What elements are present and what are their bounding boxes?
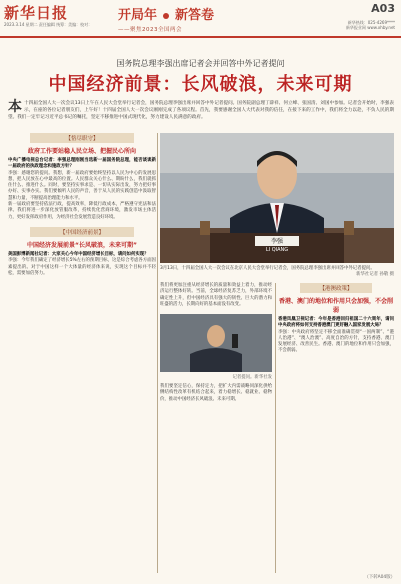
two-sessions-banner [118, 4, 286, 32]
section-title: 中国经济发展前景“长风破浪，未来可期” [27, 241, 137, 249]
section-title: 香港、澳门的地位和作用只会加强，不会削弱 [278, 298, 393, 314]
newspaper-logo: 新华日报 [4, 4, 69, 22]
name-plate-en: LI QIANG [265, 247, 289, 253]
hotline-2: 新华报业网 www.xhby.net [345, 25, 395, 30]
hotline-info [346, 20, 395, 30]
photo-caption [160, 266, 394, 278]
hotline-1: 新华热线：025-4269**** [347, 20, 395, 25]
middle-column [160, 283, 272, 403]
article-headline: 中国经济前景：长风破浪，未来可期 [48, 74, 353, 95]
question-bold: 中央广播电视总台记者：李强总理刚刚当选新一届国务院总理，能否谈谈新一届政府的执政理念和施政方针？ [8, 158, 156, 170]
question-text [8, 158, 156, 171]
continued-note: （下转A04版） [364, 575, 395, 580]
section-label: 【中国经济前景】 [30, 227, 134, 237]
lead-text: 十四届全国人大一次会议13日上午在人民大会堂举行记者会，国务院总理李强出席并回答中外记者提问。国务院副总理丁薛祥、何立峰、张国清、刘国中参加。记者会开始时，李强表示，在座的各位记者朋友们，上午好！十四届全国人大一次会议刚刚完成了各项议程。首先，我要感谢全国人大代表对我的信任，在接下来的工作中，我们将全力以赴，不负人民的期望。我们一定牢记习近平总书记的嘱托，坚定不移推进中国式现代化，努力建设人民满意的政府。 [8, 101, 394, 120]
name-plate: 李强 [270, 238, 284, 245]
answer-text-2: 新一届政府要坚持依法行政，提高效率，降低行政成本，严格遵守宪法和法律。我们将进一步深化放管服改革，持续优化营商环境，激发市场主体活力，更好发挥政府作用，为经济社会发展营造良好环境。 [8, 202, 156, 220]
masthead-divider [0, 36, 401, 38]
page-number: A03 [371, 2, 395, 15]
left-column [8, 133, 156, 277]
question-bold: 香港凤凰卫视记者：今年是香港回归祖国二十六周年，请问中央政府将如何支持香港澳门更好融入国家发展大局？ [278, 317, 394, 329]
question-bold: 美国彭博新闻社记者：大家关心今年中国经济增长目标，请问如何实现？ [8, 251, 149, 257]
small-photo-caption: 记者提问。新华社发 [232, 375, 272, 381]
caption-text: 3月13日，十四届全国人大一次会议在北京人民大会堂举行记者会，国务院总理李强出席并回答中外记者提问。 [160, 266, 375, 271]
section-title: 政府工作要站稳人民立场、把握民心所向 [27, 148, 136, 155]
banner-left: 开局年 [118, 8, 158, 23]
masthead [0, 0, 401, 37]
banner-dot-icon [163, 13, 169, 19]
press-conference-photo [160, 133, 394, 263]
section-label: 【港澳政策】 [300, 283, 372, 293]
reporter-photo [160, 314, 272, 372]
answer-text: 李强：中央政府将坚定不移全面准确贯彻“一国两制”、“港人治港”、“澳人治澳”、高度自治的方针，支持香港、澳门发展经济、改善民生。香港、澳门的地位和作用只会加强，不会削弱。 [278, 329, 394, 354]
answer-text: 李强：今年我们确定了经济增长5%左右的预期目标，这是综合考虑各方面因素提出的。对于中国这样一个大体量的经济体来说，实现这个目标并不轻松，需要加倍努力。 [8, 258, 156, 276]
column-divider [275, 283, 276, 573]
lead-paragraph [8, 100, 394, 121]
banner-subtitle: ——聚焦2023全国两会 [118, 27, 182, 33]
small-photo [160, 314, 272, 372]
question-text [278, 317, 394, 330]
answer-text: 李强：感谢您的提问。我想，新一届政府要始终坚持以人民为中心的发展思想，把人民放在心中最高的位置。人民群众关心什么、期盼什么，我们就抓住什么、推进什么。同时，要坚持实事求是、一切从实际出发，努力把好事办好、实事办实。我们要倾听人民的声音，善于从人民的实践创造中汲取智慧和力量，不断提高治理能力和水平。 [8, 170, 156, 201]
section-label: 【恪尽职守】 [30, 133, 134, 143]
article-kicker: 国务院总理李强出席记者会并回答中外记者提问 [116, 59, 285, 68]
column-divider [157, 133, 158, 573]
middle-body: 我们将更加注重从经济增长的质量和效益上着力，推动经济运行整体好转。当前，全球经济复苏乏力，外部环境不确定性上升，但中国经济具有强大的韧性、巨大的潜力和旺盛的活力，长期向好的基本面没有改变。 [160, 283, 272, 307]
issue-meta: 2023.3.14 星期二 责任编辑 统筹：美编：校对： [4, 22, 93, 27]
dropcap-mark: 本 [8, 99, 22, 115]
right-column [278, 283, 394, 355]
middle-body-2: 我们要坚定信心，保持定力，把扩大内需战略同深化供给侧结构性改革有机结合起来，着力稳增长、稳就业、稳物价，推动中国经济长风破浪、未来可期。 [160, 384, 272, 402]
main-photo [160, 133, 394, 263]
banner-right: 新答卷 [175, 8, 215, 23]
photo-credit: 新华社记者 孙敬 摄 [356, 272, 394, 277]
